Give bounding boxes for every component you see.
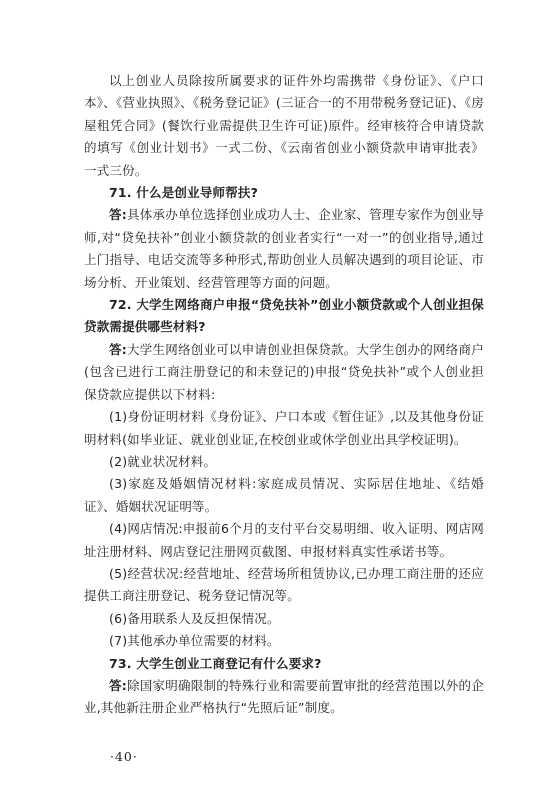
document-body [84,70,484,720]
question-72: 72. 大学生网络商户申报“贷免扶补”创业小额贷款或个人创业担保贷款需提供哪些材料? [84,297,484,335]
answer-71-text: 具体承办单位选择创业成功人士、企业家、管理专家作为创业导师,对“贷免扶补”创业小额贷款的创业者实行“一对一”的创业指导,通过上门指导、电话交流等多种形式,帮助创业人员解决遇到的项目论证、市场分析、开业策划、经营管理等方面的问题。 [84,207,484,290]
answer-73 [84,675,484,720]
page-number: ·40· [110,749,138,764]
list-item: (4)网店情况:申报前6个月的支付平台交易明细、收入证明、网店网址注册材料、网店登记注册网页截图、申报材料真实性承诺书等。 [84,521,484,559]
question-73: 73. 大学生创业工商登记有什么要求? [109,655,322,671]
answer-label: 答: [109,207,127,223]
answer-72 [84,339,484,406]
answer-71 [84,204,484,294]
answer-label: 答: [109,677,127,693]
intro-paragraph: 以上创业人员除按所属要求的证件外均需携带《身份证》、《户口本》、《营业执照》、《税务登记证》(三证合一的不用带税务登记证)、《房屋租凭合同》(餐饮行业需提供卫生许可证)原件。经审核符合申请贷款的填写《创业计划书》一式二份、《云南省创业小额贷款申请审批表》一式三份。 [84,73,484,178]
list-item: (1)身份证明材料《身份证》、户口本或《暂住证》,以及其他身份证明材料(如毕业证、就业创业证,在校创业或休学创业出具学校证明)。 [84,409,484,447]
answer-72-text: 大学生网络创业可以申请创业担保贷款。大学生创办的网络商户(包含已进行工商注册登记的和未登记的)申报“贷免扶补”或个人创业担保贷款应提供以下材料: [84,341,484,402]
list-item: (3)家庭及婚姻情况材料:家庭成员情况、实际居住地址、《结婚证》、婚姻状况证明等。 [84,476,484,514]
list-item: (7)其他承办单位需要的材料。 [109,633,280,649]
list-item: (6)备用联系人及反担保情况。 [109,610,280,626]
answer-73-text: 除国家明确限制的特殊行业和需要前置审批的经营范围以外的企业,其他新注册企业严格执行“先照后证”制度。 [84,677,484,716]
answer-label: 答: [109,341,127,357]
list-item: (2)就业状况材料。 [109,453,217,469]
question-71: 71. 什么是创业导师帮扶? [109,185,259,201]
list-item: (5)经营状况:经营地址、经营场所租赁协议,已办理工商注册的还应提供工商注册登记、税务登记情况等。 [84,565,484,604]
